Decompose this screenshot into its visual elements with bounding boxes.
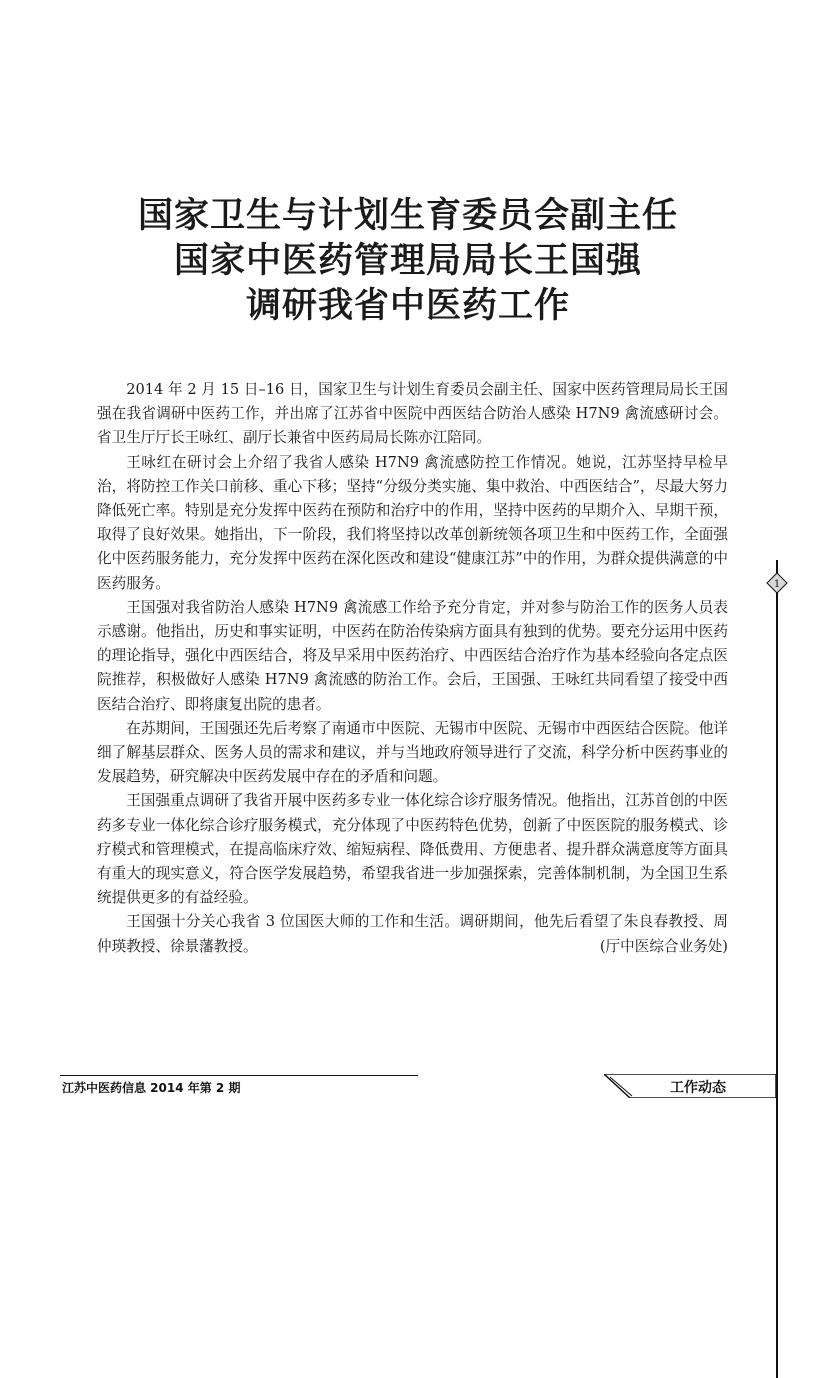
paragraph-4: 在苏期间，王国强还先后考察了南通市中医院、无锡市中医院、无锡市中西医结合医院。他详细了解基层群众、医务人员的需求和建议，并与当地政府领导进行了交流，科学分析中医药事业的发展趋势，研究解决中医药发展中存在的矛盾和问题。 bbox=[97, 719, 728, 786]
page-number: 1 bbox=[773, 579, 781, 590]
margin-rule bbox=[773, 560, 781, 1378]
signature: (厅中医综合业务处) bbox=[599, 937, 728, 955]
paragraph-1: 2014 年 2 月 15 日–16 日，国家卫生与计划生育委员会副主任、国家中医药管理局局长王国强在我省调研中医药工作，并出席了江苏省中医院中西医结合防治人感染 H7N9 禽流感研讨会。省卫生厅厅长王咏红、副厅长兼省中医药局局长陈亦江陪同。 bbox=[97, 381, 728, 447]
paragraph-2: 王咏红在研讨会上介绍了我省人感染 H7N9 禽流感防控工作情况。她说，江苏坚持早检早治，将防控工作关口前移、重心下移；坚持“分级分类实施、集中救治、中西医结合”，尽最大努力降低死亡率。特别是充分发挥中医药在预防和治疗中的作用，坚持中医药的早期介入、早期干预，取得了良好效果。她指出，下一阶段，我们将坚持以改革创新统领各项卫生和中医药工作，全面强化中医药服务能力，充分发挥中医药在深化医改和建设“健康江苏”中的作用，为群众提供满意的中医药服务。 bbox=[97, 453, 728, 592]
article-title bbox=[60, 194, 756, 329]
title-line-3: 调研我省中医药工作 bbox=[245, 286, 570, 326]
article-body bbox=[97, 378, 728, 959]
title-line-2: 国家中医药管理局局长王国强 bbox=[173, 241, 642, 281]
paragraph-6 bbox=[97, 910, 728, 958]
section-label: 工作动态 bbox=[670, 1080, 726, 1096]
footer-rule bbox=[60, 1075, 418, 1076]
title-line-1: 国家卫生与计划生育委员会副主任 bbox=[137, 196, 678, 236]
paragraph-5: 王国强重点调研了我省开展中医药多专业一体化综合诊疗服务情况。他指出，江苏首创的中医药多专业一体化综合诊疗服务模式，充分体现了中医药特色优势，创新了中医医院的服务模式、诊疗模式和管理模式，在提高临床疗效、缩短病程、降低费用、方便患者、提升群众满意度等方面具有重大的现实意义，符合医学发展趋势，希望我省进一步加强探索，完善体制机制，为全国卫生系统提供更多的有益经验。 bbox=[97, 792, 728, 907]
journal-issue: 江苏中医药信息 2014 年第 2 期 bbox=[62, 1081, 241, 1095]
paragraph-6-text: 王国强十分关心我省 3 位国医大师的工作和生活。调研期间，他先后看望了朱良春教授、周仲瑛教授、徐景藩教授。 bbox=[97, 913, 728, 955]
page-number-tab bbox=[766, 572, 788, 594]
paragraph-3: 王国强对我省防治人感染 H7N9 禽流感工作给予充分肯定，并对参与防治工作的医务人员表示感谢。他指出，历史和事实证明，中医药在防治传染病方面具有独到的优势。要充分运用中医药的理论指导，强化中西医结合，将及早采用中医药治疗、中西医结合治疗作为基本经验向各定点医院推荐，积极做好人感染 H7N9 禽流感的防治工作。会后，王国强、王咏红共同看望了接受中西医结合治疗、即将康复出院的患者。 bbox=[97, 598, 728, 713]
